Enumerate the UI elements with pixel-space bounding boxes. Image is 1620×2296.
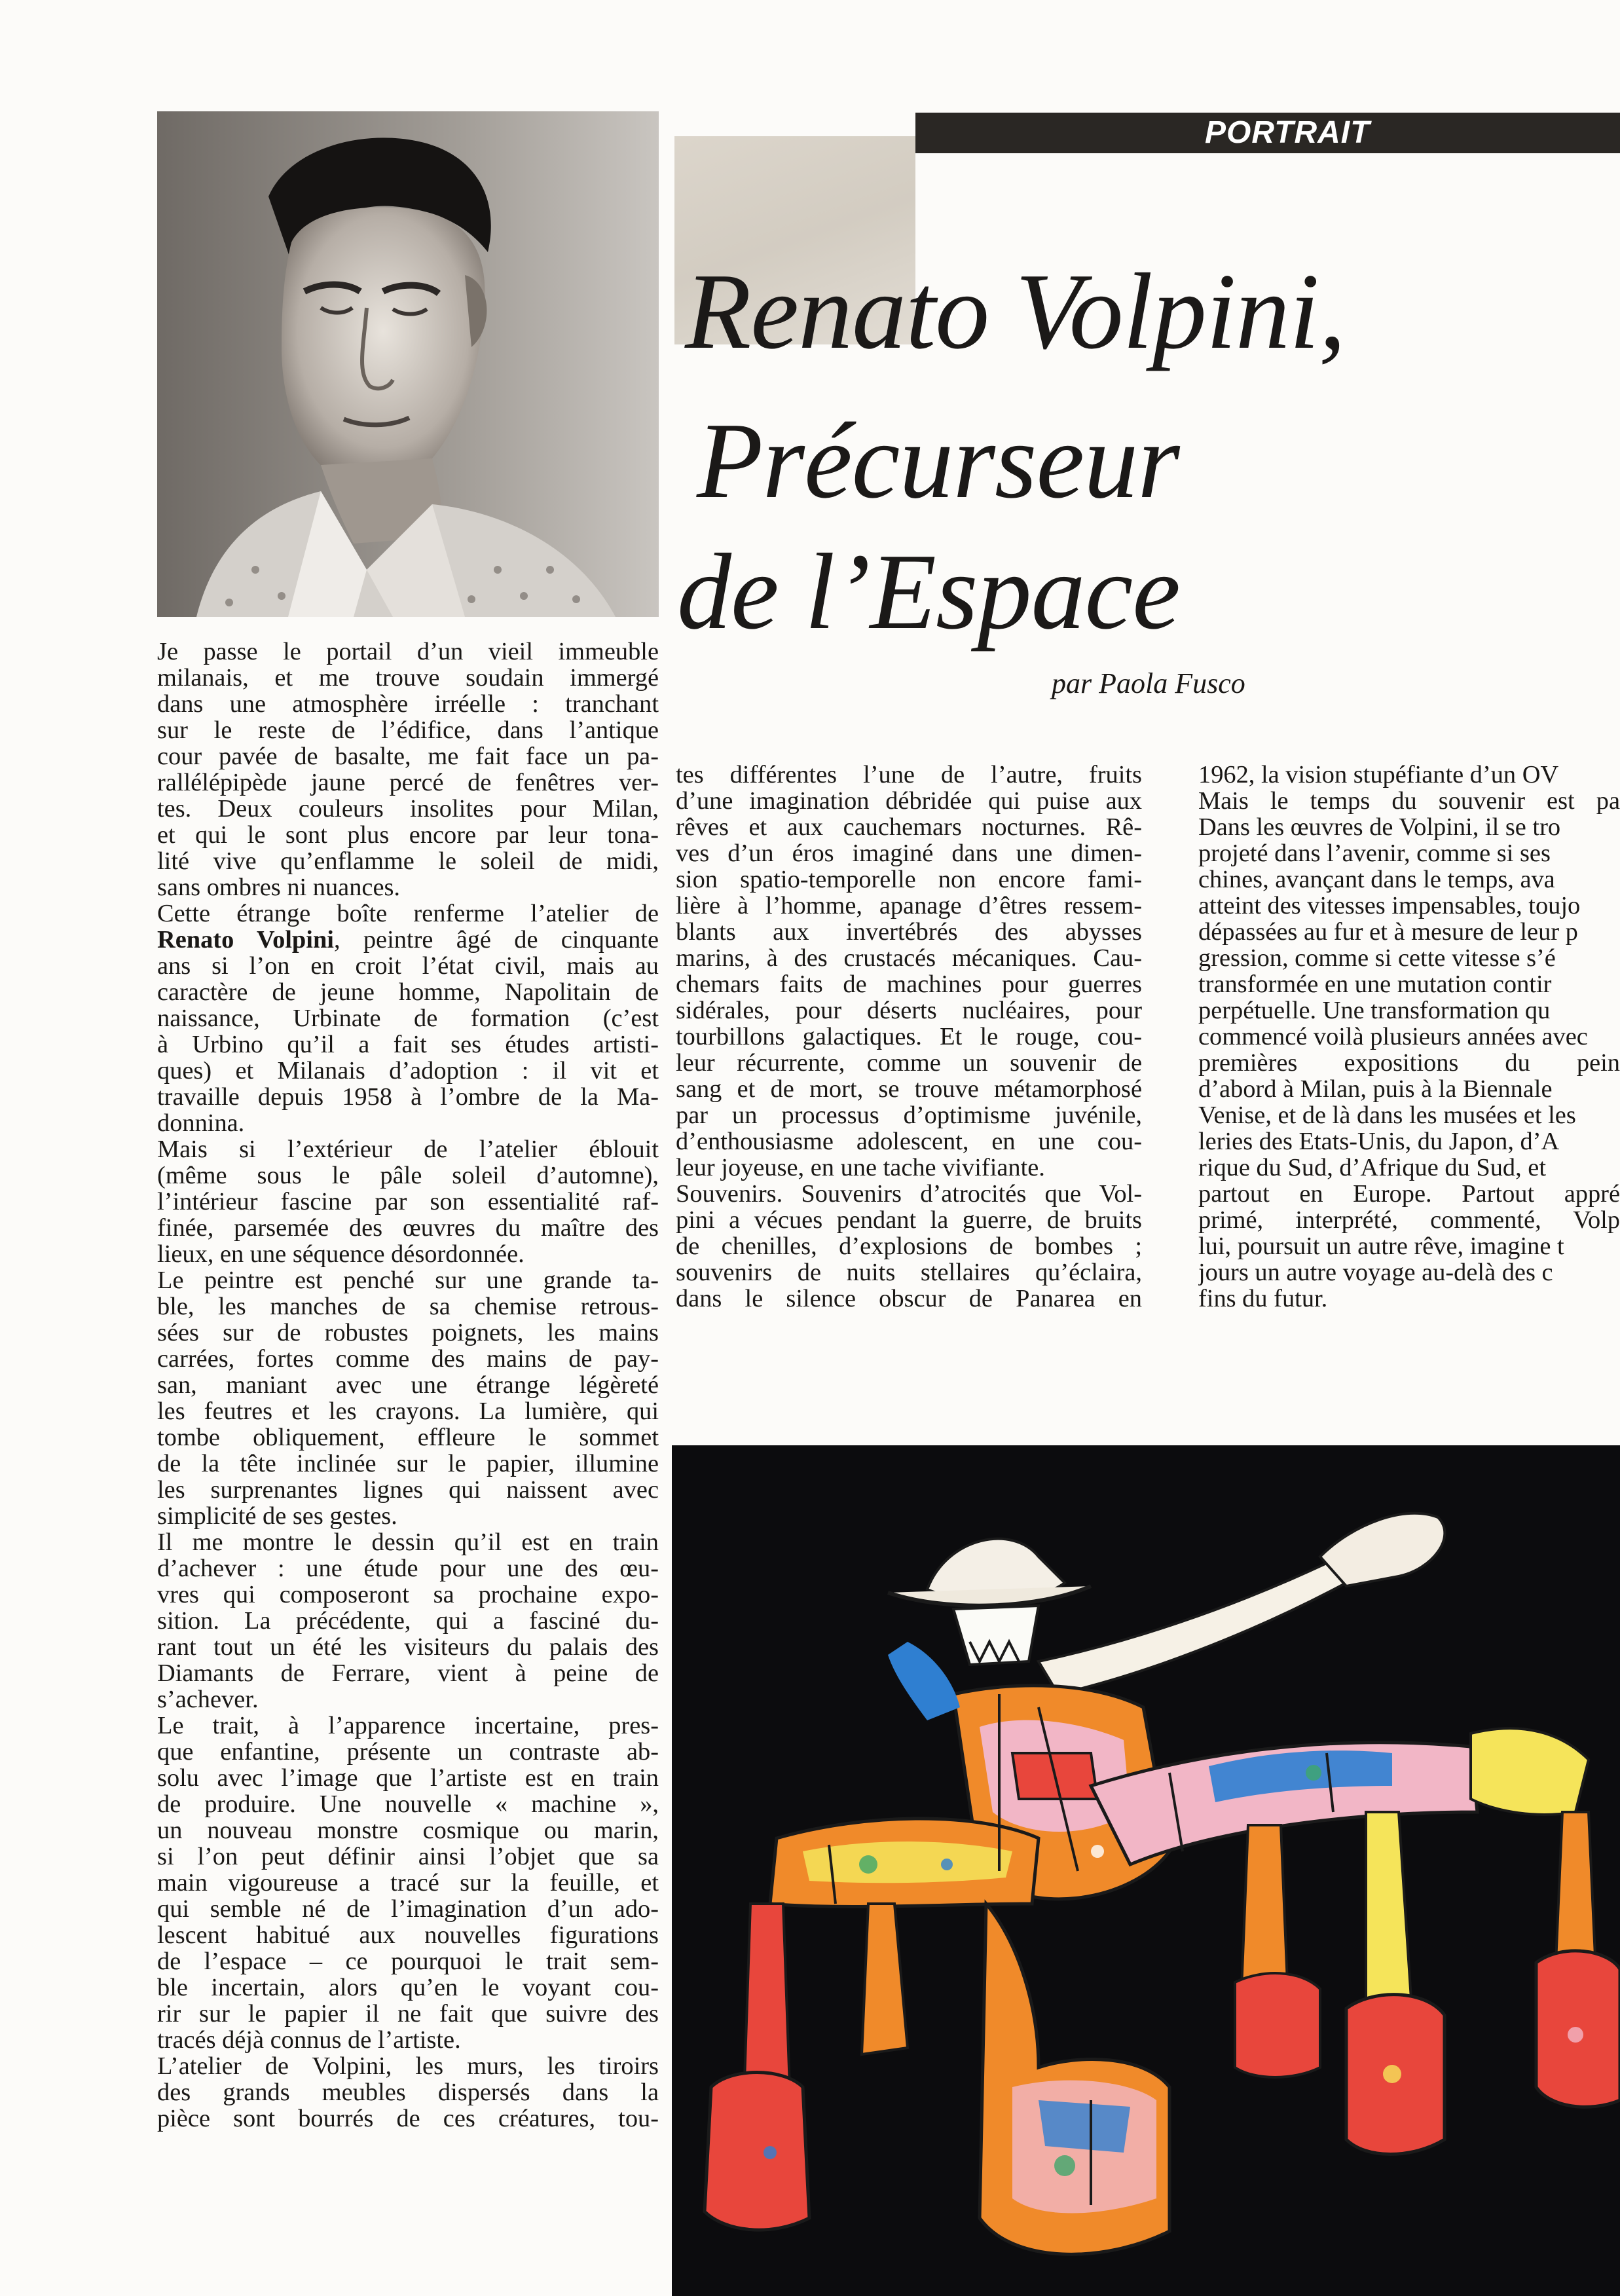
text-line: lieux, en une séquence désordonnée. (157, 1241, 525, 1267)
text-line: les feutres et les crayons. La lumière, qui (157, 1398, 659, 1424)
text-line: rêves et aux cauchemars nocturnes. Rê- (676, 814, 1142, 840)
text-line (157, 927, 659, 953)
text-line: tourbillons galactiques. Et le rouge, cou- (676, 1024, 1142, 1050)
text-line: dépassées au fur et à mesure de leur p (1198, 919, 1578, 945)
text-line: rique du Sud, d’Afrique du Sud, et (1198, 1155, 1547, 1181)
text-line: des grands meubles dispersés dans la (157, 2079, 659, 2105)
article-column-3 (1198, 762, 1620, 1312)
text-line: marins, à des crustacés mécaniques. Cau- (676, 945, 1142, 971)
text-line: commencé voilà plusieurs années avec (1198, 1024, 1588, 1050)
text-line: de la tête inclinée sur le papier, illumine (157, 1451, 659, 1477)
text-line: sans ombres ni nuances. (157, 874, 401, 900)
text-line: Je passe le portail d’un vieil immeuble (157, 639, 659, 665)
text-line: ble, les manches de sa chemise retrous- (157, 1293, 659, 1320)
text-line: que enfantine, présente un contraste ab- (157, 1739, 659, 1765)
text-line: tes différentes l’une de l’autre, fruits (676, 762, 1142, 788)
text-line: (même sous le pâle soleil d’automne), (157, 1162, 659, 1189)
text-line: dans une atmosphère irréelle : tranchant (157, 691, 659, 717)
text-line: de chenilles, d’explosions de bombes ; (676, 1233, 1142, 1259)
section-label: PORTRAIT (1205, 115, 1371, 150)
text-line: sées sur de robustes poignets, les mains (157, 1320, 659, 1346)
text-line: de l’espace – ce pourquoi le trait sem- (157, 1948, 659, 1974)
text-line: solu avec l’image que l’artiste est en train (157, 1765, 659, 1791)
text-line: leur récurrente, comme un souvenir de (676, 1050, 1142, 1076)
article-title-line-1: Renato Volpini, (685, 251, 1346, 371)
text-line: simplicité de ses gestes. (157, 1503, 397, 1529)
text-line: sition. La précédente, qui a fasciné du- (157, 1608, 659, 1634)
text-line: blants aux invertébrés des abysses (676, 919, 1142, 945)
text-line: tes. Deux couleurs insolites pour Milan, (157, 796, 659, 822)
text-line: fins du futur. (1198, 1286, 1328, 1312)
text-line: rir sur le papier il ne fait que suivre des (157, 2001, 659, 2027)
text-line: ves d’un éros imaginé dans une dimen- (676, 840, 1142, 866)
text-line: Diamants de Ferrare, vient à peine de (157, 1660, 659, 1686)
text-line: Cette étrange boîte renferme l’atelier de (157, 900, 659, 927)
text-line: d’achever : une étude pour une des œu- (157, 1555, 659, 1582)
text-fragment: , peintre âgé de cinquante (333, 927, 659, 953)
text-line: donnina. (157, 1110, 245, 1136)
text-line: L’atelier de Volpini, les murs, les tiroirs (157, 2053, 659, 2079)
text-line: leries des Etats-Unis, du Japon, d’A (1198, 1128, 1560, 1155)
text-line: à Urbino qu’il a fait ses études artisti- (157, 1031, 659, 1058)
text-line: lière à l’homme, apanage d’êtres ressem- (676, 893, 1142, 919)
text-line: Il me montre le dessin qu’il est en train (157, 1529, 659, 1555)
text-line: et qui le sont plus encore par leur tona- (157, 822, 659, 848)
text-line: chines, avançant dans le temps, ava (1198, 866, 1555, 893)
text-line: ques) et Milanais d’adoption : il vit et (157, 1058, 659, 1084)
text-line: s’achever. (157, 1686, 259, 1713)
text-line: lui, poursuit un autre rêve, imagine t (1198, 1233, 1564, 1259)
text-line: milanais, et me trouve soudain immergé (157, 665, 659, 691)
article-byline: par Paola Fusco (1052, 667, 1245, 699)
text-line: rallélépipède jaune percé de fenêtres ver- (157, 769, 659, 796)
text-line: chemars faits de machines pour guerres (676, 971, 1142, 997)
text-line: souvenirs de nuits stellaires qu’éclaira, (676, 1259, 1142, 1286)
text-line: ans si l’on en croit l’état civil, mais au (157, 953, 659, 979)
text-line: les surprenantes lignes qui naissent avec (157, 1477, 659, 1503)
text-line: pièce sont bourrés de ces créatures, tou- (157, 2105, 659, 2132)
text-line: qui semble né de l’imagination d’un ado- (157, 1896, 659, 1922)
text-line: d’abord à Milan, puis à la Biennale (1198, 1076, 1553, 1102)
text-line: ble incertain, alors qu’en le voyant cou- (157, 1974, 659, 2001)
article-column-2 (676, 762, 1142, 1312)
text-line: d’une imagination débridée qui puise aux (676, 788, 1142, 814)
text-line: l’intérieur fascine par son essentialité raf- (157, 1189, 659, 1215)
text-line: Mais le temps du souvenir est pa (1198, 788, 1620, 814)
text-line: primé, interprété, commenté, Volp (1198, 1207, 1620, 1233)
portrait-photo (157, 111, 659, 617)
text-line: tracés déjà connus de l’artiste. (157, 2027, 461, 2053)
text-line: pini a vécues pendant la guerre, de bruits (676, 1207, 1142, 1233)
text-line: perpétuelle. Une transformation qu (1198, 997, 1551, 1024)
text-line: leur joyeuse, en une tache vivifiante. (676, 1155, 1045, 1181)
text-line: un nouveau monstre cosmique ou marin, (157, 1817, 659, 1843)
text-line: main vigoureuse a tracé sur la feuille, et (157, 1870, 659, 1896)
text-line: partout en Europe. Partout appré (1198, 1181, 1620, 1207)
article-title-line-2: Précurseur (697, 400, 1179, 521)
text-line: sur le reste de l’édifice, dans l’antique (157, 717, 659, 743)
text-line: sidérales, pour déserts nucléaires, pour (676, 997, 1142, 1024)
text-line: sang et de mort, se trouve métamorphosé (676, 1076, 1142, 1102)
text-line: par un processus d’optimisme juvénile, (676, 1102, 1142, 1128)
text-line: Souvenirs. Souvenirs d’atrocités que Vol- (676, 1181, 1142, 1207)
text-line: transformée en une mutation contir (1198, 971, 1552, 997)
text-line: premières expositions du pein (1198, 1050, 1620, 1076)
text-line: naissance, Urbinate de formation (c’est (157, 1005, 659, 1031)
text-line: d’enthousiasme adolescent, en une cou- (676, 1128, 1142, 1155)
text-line: Mais si l’extérieur de l’atelier éblouit (157, 1136, 659, 1162)
text-line: 1962, la vision stupéfiante d’un OV (1198, 762, 1559, 788)
text-line: Le trait, à l’apparence incertaine, pres- (157, 1713, 659, 1739)
text-line: gression, comme si cette vitesse s’é (1198, 945, 1556, 971)
text-line: Le peintre est penché sur une grande ta- (157, 1267, 659, 1293)
article-title-line-3: de l’Espace (677, 531, 1180, 652)
text-line: tombe obliquement, effleure le sommet (157, 1424, 659, 1451)
text-line: sion spatio-temporelle non encore fami- (676, 866, 1142, 893)
text-line: projeté dans l’avenir, comme si ses (1198, 840, 1551, 866)
text-line: Venise, et de là dans les musées et les (1198, 1102, 1576, 1128)
painting-image (672, 1445, 1620, 2296)
text-line: caractère de jeune homme, Napolitain de (157, 979, 659, 1005)
text-line: Dans les œuvres de Volpini, il se tro (1198, 814, 1561, 840)
bold-name: Renato Volpini (157, 927, 334, 953)
text-line: lescent habitué aux nouvelles figurations (157, 1922, 659, 1948)
text-line: vres qui composeront sa prochaine expo- (157, 1582, 659, 1608)
text-line: atteint des vitesses impensables, toujo (1198, 893, 1581, 919)
text-line: jours un autre voyage au-delà des c (1198, 1259, 1553, 1286)
text-line: travaille depuis 1958 à l’ombre de la Ma- (157, 1084, 659, 1110)
text-line: cour pavée de basalte, me fait face un pa- (157, 743, 659, 769)
text-line: dans le silence obscur de Panarea en (676, 1286, 1142, 1312)
text-line: lité vive qu’enflamme le soleil de midi, (157, 848, 659, 874)
text-line: de produire. Une nouvelle « machine », (157, 1791, 659, 1817)
article-column-1 (157, 639, 659, 2132)
text-line: carrées, fortes comme des mains de pay- (157, 1346, 659, 1372)
text-line: rant tout un été les visiteurs du palais des (157, 1634, 659, 1660)
text-line: si l’on peut définir ainsi l’objet que sa (157, 1843, 659, 1870)
text-line: san, maniant avec une étrange légèreté (157, 1372, 659, 1398)
text-line: finée, parsemée des œuvres du maître des (157, 1215, 659, 1241)
